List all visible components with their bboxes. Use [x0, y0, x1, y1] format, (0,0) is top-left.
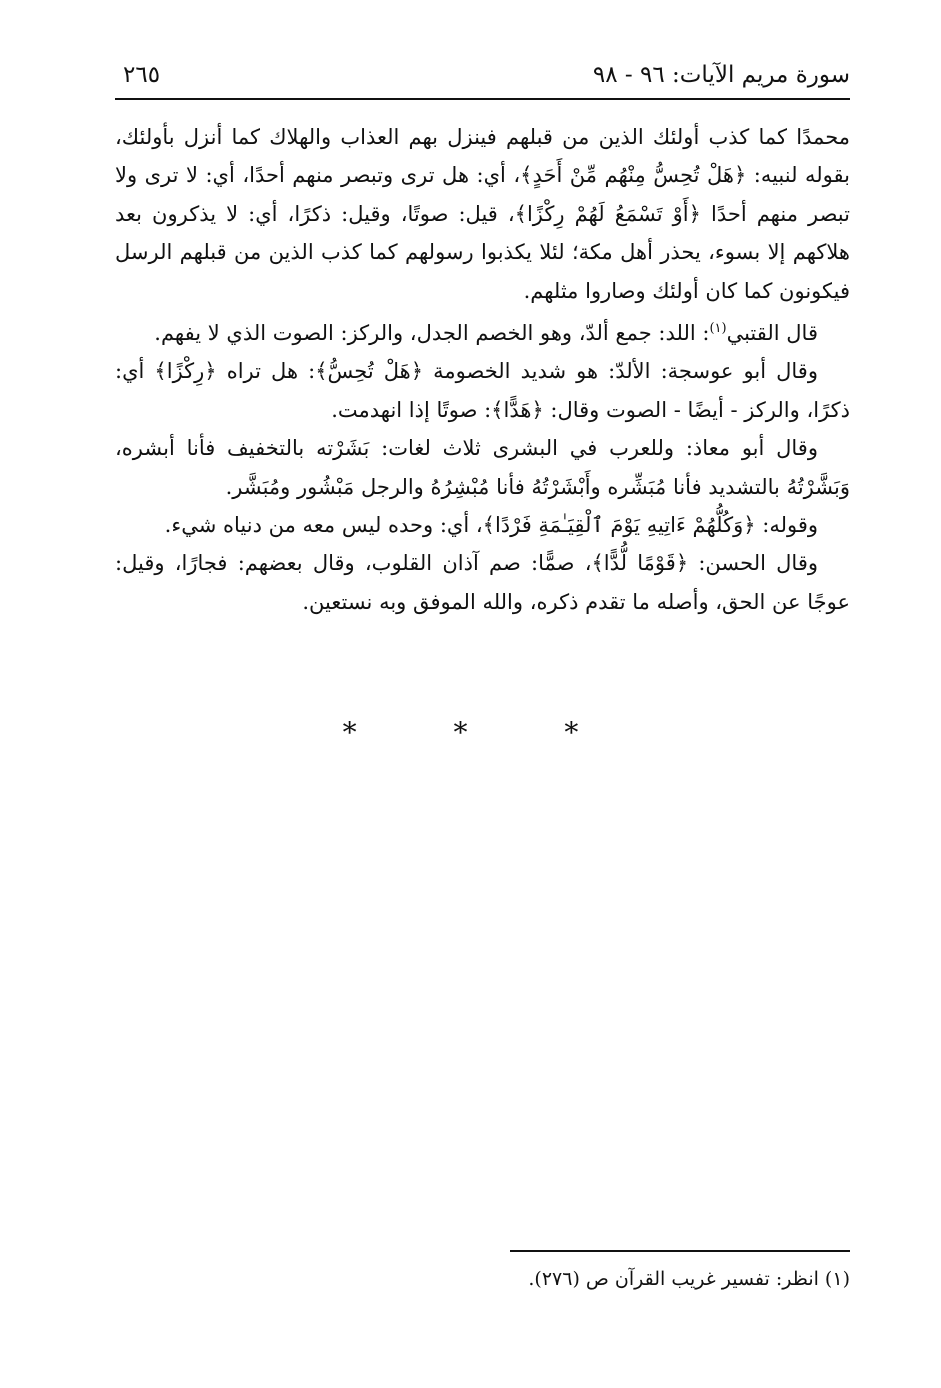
page-number: ٢٦٥	[123, 62, 161, 88]
paragraph-4: وقال أبو معاذ: وللعرب في البشرى ثلاث لغات: بَشَرْته بالتخفيف فأنا أبشره، وَبَشَّرْتُهُ بالتشديد فأنا مُبَشِّره وأَبْشَرْتُهُ فأنا مُبْشِرُهُ والرجل مَبْشُور ومُبَشَّر.	[115, 436, 850, 499]
paragraph-5: وقوله: ﴿وَكُلُّهُمْ ءَاتِيهِ يَوْمَ ٱلْقِيَـٰمَةِ فَرْدًا﴾، أي: وحده ليس معه من دنياه شيء.	[164, 513, 818, 538]
paragraph-2: قال القتبي$^{(١)}$: اللد: جمع ألدّ، وهو الخصم الجدل، والركز: الصوت الذي لا يفهم.	[154, 321, 818, 346]
footnote: (١) انظر: تفسير غريب القرآن ص (٢٧٦).	[528, 1268, 850, 1290]
section-separator: * * *	[342, 716, 623, 749]
main-text	[115, 118, 850, 621]
running-title: سورة مريم الآيات: ٩٦ - ٩٨	[592, 62, 850, 88]
footnote-divider	[510, 1250, 850, 1252]
page-header	[115, 54, 850, 100]
paragraph-3: وقال أبو عوسجة: الألدّ: هو شديد الخصومة ﴿هَلْ تُحِسُّ﴾: هل تراه ﴿رِكْزًا﴾ أي: ذكرًا، والركز - أيضًا - الصوت وقال: ﴿هَدًّا﴾: صوتًا إذا انهدمت.	[115, 359, 850, 422]
paragraph-6: وقال الحسن: ﴿قَوْمًا لُّدًّا﴾، صمًّا: صم آذان القلوب، وقال بعضهم: فجارًا، وقيل: عوجًا عن الحق، وأصله ما تقدم ذكره، والله الموفق وبه نستعين.	[115, 551, 850, 614]
paragraph-1: محمدًا كما كذب أولئك الذين من قبلهم فينزل بهم العذاب والهلاك كما أنزل بأولئك، بقوله لنبيه: ﴿هَلْ تُحِسُّ مِنْهُم مِّنْ أَحَدٍ﴾، أي: هل ترى وتبصر منهم أحدًا، أي: لا ترى ولا تبصر منهم أحدًا ﴿أَوْ تَسْمَعُ لَهُمْ رِكْزًا﴾، قيل: صوتًا، وقيل: ذكرًا، أي: لا يذكرون بعد هلاكهم إلا بسوء، يحذر أهل مكة؛ لئلا يكذبوا رسولهم كما كذب الذين من قبلهم الرسل فيكونون كما كان أولئك وصاروا مثلهم.	[115, 125, 850, 303]
footnote-marker[interactable]: (١)	[709, 321, 727, 337]
